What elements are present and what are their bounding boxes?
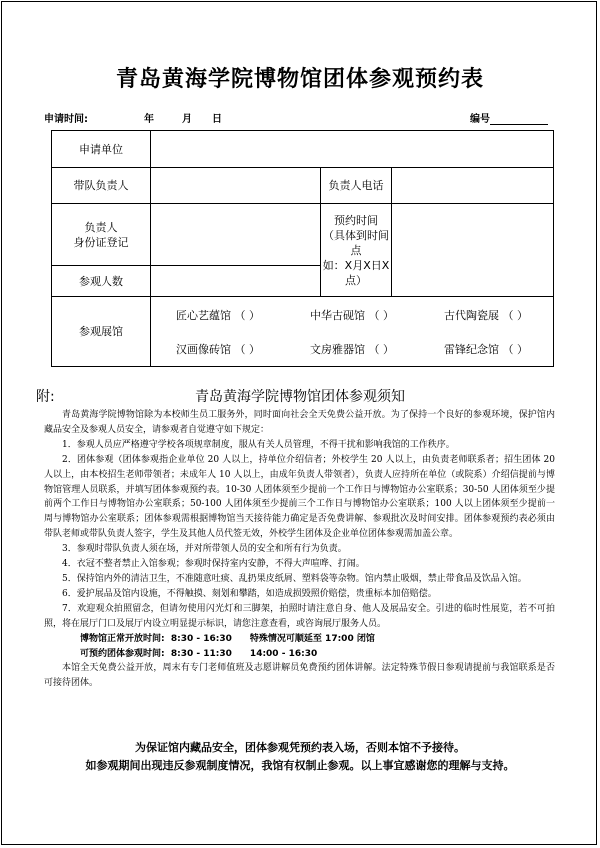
notice-paragraph: 4．衣冠不整者禁止入馆参观；参观时保持室内安静，不得大声喧哗、打闹。 <box>62 559 365 570</box>
notice-paragraph: 5．保持馆内外的清洁卫生，不准随意吐痰、乱扔果皮纸屑、塑料袋等杂物。馆内禁止吸烟，禁止带食品及饮品入馆。 <box>62 573 527 584</box>
notice-header <box>0 386 600 406</box>
visit-time-line-2: （具体到时间点 <box>323 228 389 257</box>
closing-line-1: 为保证馆内藏品安全，团体参观凭预约表入场，否则本馆不予接待。 <box>135 741 465 754</box>
number-blank[interactable] <box>490 114 548 125</box>
id-input[interactable] <box>151 204 321 266</box>
visit-time-line-1: 预约时间 <box>334 213 378 227</box>
notice-paragraph: 7．欢迎观众拍照留念，但请勿使用闪光灯和三脚架，拍照时请注意自身、他人及展品安全。引进的临时性展览，若不可拍照，将在展厅门口及展厅内设立明显提示标识，请您注意查看，或咨询展厅服务人员。 <box>44 603 555 629</box>
visit-time-label <box>321 204 392 297</box>
visit-time-line-3: 如：X月X日X点） <box>322 258 390 287</box>
hall-option[interactable]: 文房雅器馆 （ ） <box>310 342 394 356</box>
leader-phone-label: 负责人电话 <box>321 168 392 204</box>
notice-paragraph: 3．参观时带队负责人须在场，并对所带领人员的安全和所有行为负责。 <box>62 544 347 555</box>
open-hours <box>44 632 555 647</box>
notice-paragraph: 1．参观人员应严格遵守学校各项规章制度，服从有关人员管理，不得干扰和影响我馆的工作秩序。 <box>62 439 455 450</box>
notice-paragraph: 2．团体参观（团体参观指企业单位 20 人以上，持单位介绍信者；外校学生 20 人以上，由负责老师联系者；招生团体 20 人以上，由本校招生老师带领者；未成年人 10 人以上，由成年负责人带领者），负责人应持所在单位（或院系）介绍信提前与博物馆管理人员联系，并填写团体参观预约表。10-30 人团体须至少提前一个工作日与博物馆办公室联系；30-50 人团体须至少提前两个工作日与博物馆办公室联系；50-100 人团体须至少提前三个工作日与博物馆办公室联系；100 人以上团体须至少提前一周与博物馆办公室联系；团体参观需根据博物馆当天接待能力确定是否免费讲解、参观批次及时间安排。团体参观预约表必须由带队老师或带队负责人签字，学生及其他人员代签无效，外校学生团体及企业单位团体参观需加盖公章。 <box>44 454 555 540</box>
hall-option[interactable]: 中华古砚馆 （ ） <box>310 308 394 322</box>
leader-input[interactable] <box>151 168 321 204</box>
visit-time-input[interactable] <box>392 204 554 297</box>
leader-phone-input[interactable] <box>392 168 554 204</box>
notice-paragraph: 青岛黄海学院博物馆除为本校师生员工服务外，同时面向社会全天免费公益开放。为了保持一个良好的参观环境，保护馆内藏品安全及参观人员安全，请参观者自觉遵守如下规定： <box>44 410 555 435</box>
id-label <box>52 204 151 266</box>
number-label: 编号 <box>470 114 490 125</box>
notice-prefix: 附: <box>36 389 55 405</box>
reservation-form <box>51 130 554 367</box>
apply-time-label: 申请时间: <box>44 114 88 125</box>
unit-input[interactable] <box>151 131 554 168</box>
notice-title: 青岛黄海学院博物馆团体参观须知 <box>195 389 405 405</box>
open-hours-label: 博物馆正常开放时间: <box>80 633 165 644</box>
group-hours-value: 8:30 - 11:30 14:00 - 16:30 <box>170 648 318 659</box>
notice-paragraph: 6．爱护展品及馆内设施，不得触摸、刻划和攀踏，如造成损毁照价赔偿，贵重标本加倍赔偿。 <box>62 588 437 599</box>
notice-paragraph: 本馆全天免费公益开放，周末有专门老师值班及志愿讲解员免费预约团体讲解。法定特殊节假日参观请提前与我馆联系是否可接待团体。 <box>44 663 555 689</box>
count-label: 参观人数 <box>52 266 151 297</box>
year-label: 年 <box>144 114 154 125</box>
hall-option[interactable]: 雷锋纪念馆 （ ） <box>444 342 528 356</box>
id-label-line-2: 身份证登记 <box>73 235 129 249</box>
apply-time <box>44 110 222 125</box>
page-title: 青岛黄海学院博物馆团体参观预约表 <box>115 67 484 92</box>
halls-options <box>151 297 554 367</box>
unit-label: 申请单位 <box>52 131 151 168</box>
hall-option[interactable]: 古代陶瓷展 （ ） <box>444 308 528 322</box>
day-label: 日 <box>212 114 222 125</box>
month-label: 月 <box>182 114 192 125</box>
id-label-line-1: 负责人 <box>84 220 118 234</box>
hall-option[interactable]: 匠心艺蕴馆 （ ） <box>176 308 260 322</box>
halls-row-2 <box>151 332 553 366</box>
count-input[interactable] <box>151 266 321 297</box>
halls-row-1 <box>151 298 553 332</box>
notice-body <box>44 408 555 691</box>
number-field <box>470 110 548 125</box>
group-hours <box>44 647 555 662</box>
hall-option[interactable]: 汉画像砖馆 （ ） <box>176 342 260 356</box>
open-hours-value: 8:30 - 16:30 特殊情况可顺延至 17:00 闭馆 <box>170 633 375 644</box>
closing-line-2: 如参观期间出现违反参观制度情况，我馆有权制止参观。以上事宜感谢您的理解与支持。 <box>85 759 515 772</box>
halls-label: 参观展馆 <box>52 297 151 367</box>
leader-label: 带队负责人 <box>52 168 151 204</box>
group-hours-label: 可预约团体参观时间: <box>80 648 165 659</box>
